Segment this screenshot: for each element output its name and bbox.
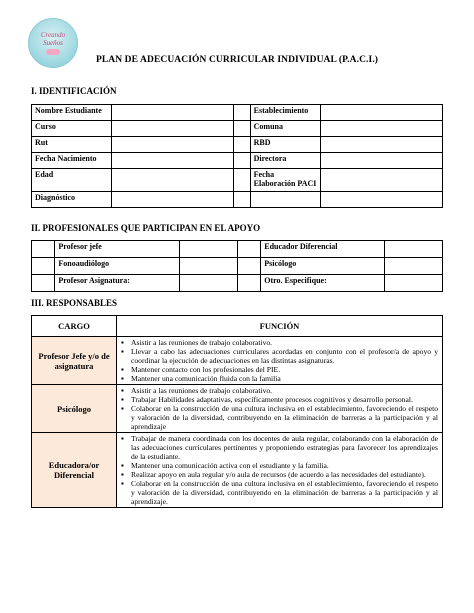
section-profesionales-heading: II. PROFESIONALES QUE PARTICIPAN EN EL APOYO	[31, 223, 261, 233]
cargo-cell: Profesor Jefe y/o de asignatura	[32, 337, 117, 385]
responsable-row	[32, 385, 443, 433]
column-header-cargo: CARGO	[32, 316, 117, 337]
identificacion-spacer	[234, 169, 250, 192]
funcion-item: ▪ Asistir a las reuniones de trabajo colaborativo.	[131, 386, 438, 395]
profesional-row	[32, 258, 443, 275]
identificacion-value-field[interactable]	[320, 169, 442, 192]
funcion-item: ▪ Llevar a cabo las adecuaciones curriculares acordadas en conjunto con el profesor/a de apoyo y coordinar la ejecución de adecuaciones en las distintas asignaturas.	[131, 347, 438, 365]
profesional-value-field[interactable]	[179, 275, 237, 292]
profesional-indent	[32, 275, 55, 292]
identificacion-label: Diagnóstico	[32, 192, 112, 208]
funcion-item: ▪ Asistir a las reuniones de trabajo colaborativo.	[131, 338, 438, 347]
identificacion-value-field[interactable]	[112, 192, 234, 208]
identificacion-value-field[interactable]	[320, 153, 442, 169]
identificacion-value-field[interactable]	[320, 192, 442, 208]
identificacion-value-field[interactable]	[112, 169, 234, 192]
responsable-row	[32, 337, 443, 385]
logo-text-line1: Creando	[40, 31, 66, 39]
identificacion-label: Fecha Elaboración PACI	[250, 169, 320, 192]
identificacion-label: Rut	[32, 137, 112, 153]
funcion-item: ▪ Colaborar en la construcción de una cultura inclusiva en el establecimiento, favoreciendo el respeto y valoración de la diversidad, contribuyendo en la eliminación de barreras a la participación y al aprendizaje.	[131, 479, 438, 506]
identificacion-label: Nombre Estudiante	[32, 105, 112, 121]
profesional-row	[32, 241, 443, 258]
identificacion-label: Edad	[32, 169, 112, 192]
identificacion-spacer	[234, 105, 250, 121]
identificacion-row	[32, 192, 443, 208]
identificacion-value-field[interactable]	[112, 137, 234, 153]
funcion-cell	[117, 337, 443, 385]
funcion-item: ▪ Colaborar en la construcción de una cultura inclusiva en el establecimiento, favoreciendo el respeto y valoración de la diversidad, contribuyendo en la eliminación de barreras a la participación y al aprendizaje	[131, 404, 438, 431]
identificacion-row	[32, 169, 443, 192]
funcion-item: ▪ Realizar apoyo en aula regular y/o aula de recursos (de acuerdo a las necesidades del estudiante).	[131, 470, 438, 479]
profesional-indent	[32, 258, 55, 275]
profesional-value-field[interactable]	[384, 275, 442, 292]
funcion-list	[119, 386, 438, 431]
identificacion-row	[32, 121, 443, 137]
document-title: PLAN DE ADECUACIÓN CURRICULAR INDIVIDUAL (P.A.C.I.)	[95, 55, 379, 65]
profesional-label: Educador Diferencial	[261, 241, 385, 258]
identificacion-label: Curso	[32, 121, 112, 137]
profesional-indent	[237, 258, 260, 275]
identificacion-row	[32, 137, 443, 153]
identificacion-row	[32, 105, 443, 121]
profesional-indent	[32, 241, 55, 258]
profesional-label: Profesor Asignatura:	[55, 275, 179, 292]
section-responsables-heading: III. RESPONSABLES	[31, 298, 118, 308]
identificacion-label: Establecimiento	[250, 105, 320, 121]
profesional-value-field[interactable]	[384, 241, 442, 258]
identificacion-spacer	[234, 121, 250, 137]
identificacion-spacer	[234, 192, 250, 208]
funcion-item: ▪ Mantener una comunicación fluida con la familia	[131, 374, 438, 383]
identificacion-label	[250, 192, 320, 208]
profesional-label: Otro. Especifique:	[261, 275, 385, 292]
identificacion-spacer	[234, 153, 250, 169]
profesional-label: Psicólogo	[261, 258, 385, 275]
identificacion-value-field[interactable]	[320, 105, 442, 121]
profesional-value-field[interactable]	[384, 258, 442, 275]
identificacion-label: Fecha Nacimiento	[32, 153, 112, 169]
identificacion-label: RBD	[250, 137, 320, 153]
identificacion-value-field[interactable]	[320, 137, 442, 153]
funcion-list	[119, 338, 438, 383]
profesional-indent	[237, 241, 260, 258]
identificacion-row	[32, 153, 443, 169]
identificacion-value-field[interactable]	[112, 153, 234, 169]
responsable-row	[32, 433, 443, 508]
funcion-cell	[117, 385, 443, 433]
profesional-value-field[interactable]	[179, 258, 237, 275]
identificacion-value-field[interactable]	[320, 121, 442, 137]
identificacion-spacer	[234, 137, 250, 153]
profesional-label: Fonoaudiólogo	[55, 258, 179, 275]
logo-text-line2: Sueños	[43, 39, 63, 47]
funcion-list	[119, 434, 438, 506]
funcion-item: ▪ Trabajar de manera coordinada con los docentes de aula regular, colaborando con la elaboración de las adecuaciones curriculares pertinentes y proponiendo estrategias para favorecer los aprendizajes de la estudiante.	[131, 434, 438, 461]
column-header-funcion: FUNCIÓN	[117, 316, 443, 337]
profesional-indent	[237, 275, 260, 292]
funcion-item: ▪ Mantener contacto con los profesionales del PIE.	[131, 365, 438, 374]
cargo-cell: Psicólogo	[32, 385, 117, 433]
profesionales-table	[31, 240, 443, 292]
funcion-cell	[117, 433, 443, 508]
profesional-row	[32, 275, 443, 292]
profesional-value-field[interactable]	[179, 241, 237, 258]
identificacion-value-field[interactable]	[112, 121, 234, 137]
profesional-label: Profesor jefe	[55, 241, 179, 258]
funcion-item: ▪ Mantener una comunicación activa con el estudiante y la familia.	[131, 461, 438, 470]
cargo-cell: Educadora/or Diferencial	[32, 433, 117, 508]
identificacion-table	[31, 104, 443, 208]
identificacion-label: Directora	[250, 153, 320, 169]
section-identificacion-heading: I. IDENTIFICACIÓN	[31, 86, 117, 96]
responsables-table	[31, 315, 443, 508]
identificacion-value-field[interactable]	[112, 105, 234, 121]
funcion-item: ▪ Trabajar Habilidades adaptativas, específicamente procesos cognitivos y desarrollo personal.	[131, 395, 438, 404]
identificacion-label: Comuna	[250, 121, 320, 137]
